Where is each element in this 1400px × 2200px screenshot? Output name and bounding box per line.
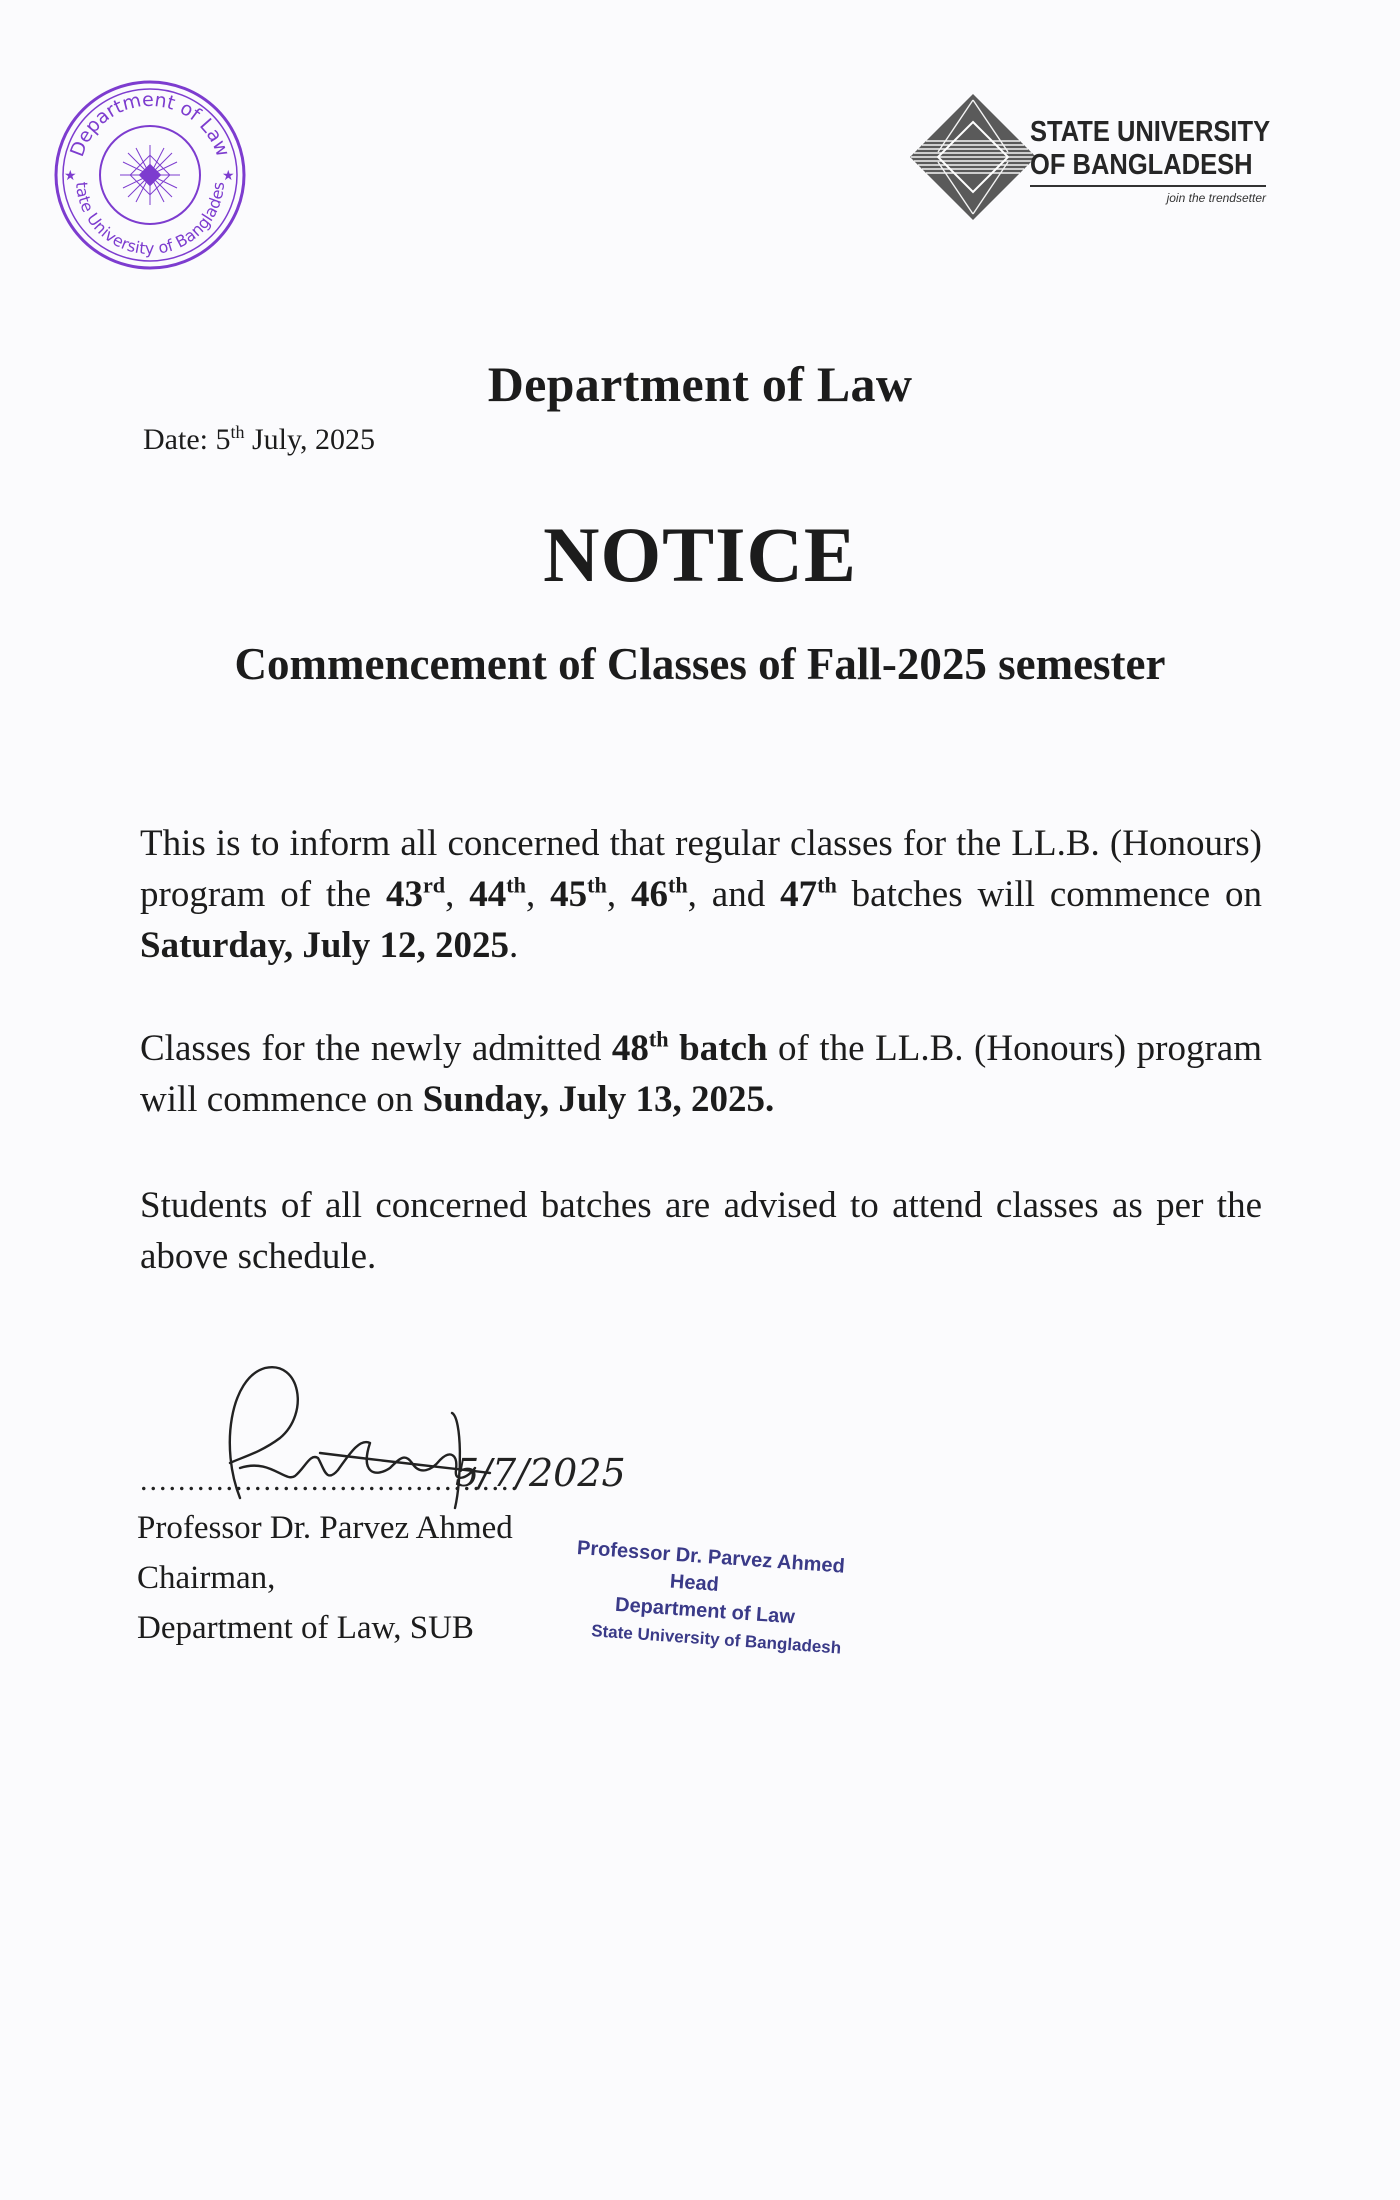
- paragraph-new-batch: Classes for the newly admitted 48th batch of the LL.B. (Honours) program will commence on Sunday, July 13, 2025.: [140, 1026, 1262, 1120]
- stamp-name: Professor Dr. Parvez Ahmed: [576, 1536, 846, 1578]
- paragraph-regular-classes: This is to inform all concerned that regular classes for the LL.B. (Honours) program of the 43rd, 44th, 45th, 46th, and 47th batches will commence on Saturday, July 12, 2025.: [140, 823, 1262, 966]
- seal-bottom-text: tate University of Banglades: [71, 180, 229, 259]
- signature-date: 5/7/2025: [455, 1451, 626, 1495]
- notice-subject: Commencement of Classes of Fall-2025 semester: [234, 639, 1166, 689]
- stamp-department: Department of Law: [614, 1593, 796, 1629]
- university-logo: [908, 88, 1271, 223]
- official-stamp: [570, 1535, 847, 1662]
- signer-role: Chairman,: [137, 1560, 276, 1596]
- paragraph-advice: Students of all concerned batches are advised to attend classes as per the above schedule.: [140, 1185, 1262, 1277]
- logo-rule: [1030, 185, 1266, 187]
- department-title: Department of Law: [487, 356, 913, 412]
- seal-top-text: Department of Law: [66, 88, 234, 160]
- svg-text:★: ★: [64, 169, 77, 184]
- logo-tagline: join the trendsetter: [1166, 191, 1266, 205]
- signature-line: ........................................: [140, 1464, 520, 1497]
- logo-line-1: STATE UNIVERSITY: [1030, 116, 1271, 148]
- svg-text:★: ★: [222, 169, 235, 184]
- stamp-university: State University of Bangladesh: [590, 1621, 842, 1658]
- notice-date: Date: 5th July, 2025: [143, 422, 376, 456]
- seal-icon: [50, 58, 250, 283]
- signer-block: [137, 1503, 513, 1653]
- signer-name: Professor Dr. Parvez Ahmed: [137, 1510, 513, 1546]
- stamp-title: Head: [669, 1570, 720, 1596]
- signer-department: Department of Law, SUB: [137, 1610, 474, 1646]
- notice-title: NOTICE: [543, 511, 857, 598]
- diamond-logo-icon: [908, 92, 1038, 222]
- logo-line-2: OF BANGLADESH: [1030, 149, 1253, 181]
- department-seal: [50, 58, 250, 283]
- svg-text:State University of Bangladesh: [50, 58, 228, 258]
